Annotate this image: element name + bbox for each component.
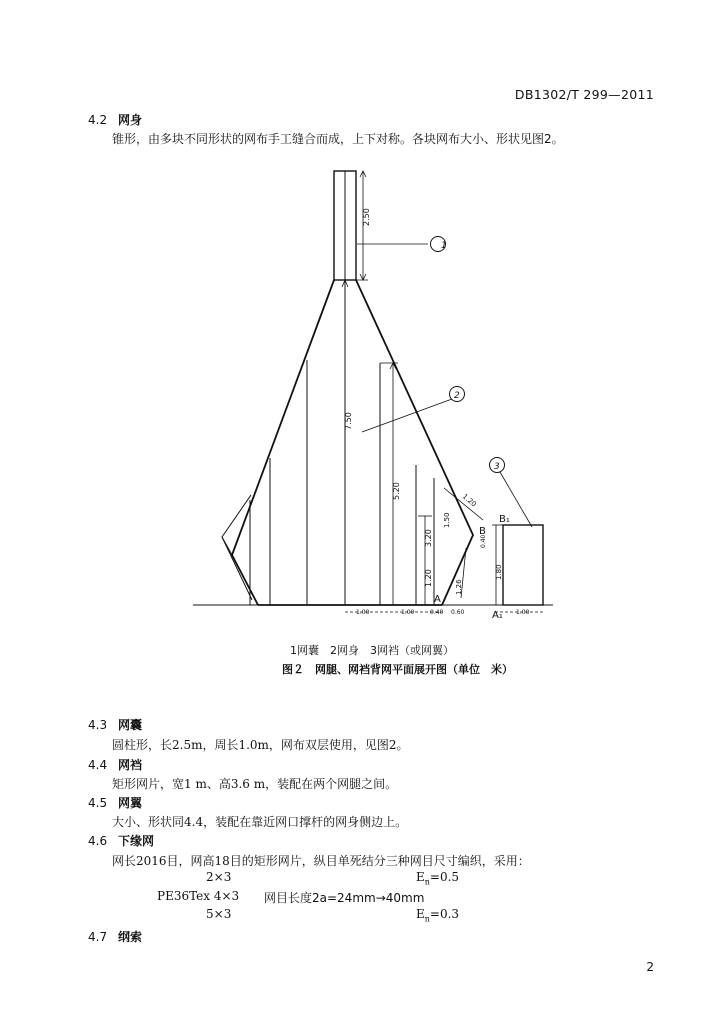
section-4-5-heading: [88, 794, 142, 811]
section-4-4-number: 4.4: [88, 758, 108, 772]
dim-1-80: 1.80: [495, 564, 503, 580]
left-wing-diag: [222, 537, 252, 600]
section-4-4-title: 网裆: [118, 758, 143, 772]
section-4-3-heading: [88, 716, 142, 733]
dim-bottom-1-00-c: 1.00: [516, 609, 530, 616]
callout-2-leader: [362, 399, 452, 432]
section-4-5-title: 网翼: [118, 796, 143, 810]
dim-7-50: 7.50: [344, 412, 353, 430]
section-4-6-title: 下缘网: [118, 834, 155, 848]
section-4-7-title: 纲索: [118, 930, 143, 944]
section-4-2-text: 锥形，由多块不同形状的网布手工缝合而成，上下对称。各块网布大小、形状见图2。: [112, 132, 564, 146]
dim-2-50: 2.50: [362, 208, 371, 226]
dim-5-20: 5.20: [392, 482, 401, 500]
dim-3-20: 3.20: [424, 529, 433, 547]
formula-row1-left: 2×3: [206, 870, 232, 884]
dim-0-40: 0.40: [480, 534, 487, 548]
formula-row2-left: PE36Tex 4×3: [157, 889, 240, 903]
standard-number: DB1302/T 299—2011: [514, 87, 654, 102]
section-4-2-number: 4.2: [88, 113, 108, 127]
point-B1-label: B₁: [499, 514, 510, 525]
callout-2-label: 2: [454, 391, 460, 401]
formula-row3-sub: n: [424, 914, 430, 924]
section-4-7-heading: [88, 928, 142, 945]
body-right-outline: [356, 280, 473, 605]
page-number: 2: [646, 960, 654, 974]
formula-row3-left: 5×3: [206, 907, 232, 921]
formula-row2-mid: 网目长度2a=24mm→40mm: [264, 891, 425, 905]
dim-1-20: 1.20: [424, 569, 433, 587]
formula-row1-e: E: [416, 870, 425, 884]
section-4-6-number: 4.6: [88, 834, 108, 848]
point-A-label: A: [434, 594, 441, 605]
dim-bottom-0-40: 0.40: [430, 609, 444, 616]
section-4-3-title: 网囊: [118, 718, 143, 732]
section-4-7-number: 4.7: [88, 930, 108, 944]
section-4-4-text: 矩形网片，宽1 m、高3.6 m，装配在两个网腿之间。: [112, 777, 398, 791]
callout-3-label: 3: [494, 462, 500, 472]
formula-row1-sub: n: [424, 877, 430, 887]
section-4-3-text: 圆柱形，长2.5m，周长1.0m，网布双层使用，见图2。: [112, 738, 409, 752]
formula-row1-value: =0.5: [429, 870, 460, 884]
section-4-5-text: 大小、形状同4.4，装配在靠近网口撑杆的网身侧边上。: [112, 815, 408, 829]
body-left-outline: [232, 280, 334, 605]
section-4-2-title: 网身: [118, 113, 143, 127]
section-4-6-heading: [88, 832, 154, 849]
net-panel-rect: [503, 525, 543, 605]
section-4-4-heading: [88, 756, 142, 773]
figure-legend: 1网囊 2网身 3网裆（或网翼）: [290, 644, 454, 657]
section-4-5-number: 4.5: [88, 796, 108, 810]
dim-1-20-b: 1.20: [460, 492, 478, 509]
formula-row3-right: [416, 907, 459, 923]
formula-row3-value: =0.3: [429, 907, 460, 921]
figure-caption: 图２ 网腿、网裆背网平面展开图（单位 米）: [282, 663, 513, 676]
point-B-label: B: [479, 526, 486, 537]
point-A1-label: A₁: [492, 610, 503, 621]
formula-row3-e: E: [416, 907, 425, 921]
section-4-6-text: 网长2016目，网高18目的矩形网片，纵目单死结分三种网目尺寸编织，采用：: [112, 854, 530, 868]
dim-bottom-0-60: 0.60: [451, 609, 465, 616]
dim-1-26: 1.26: [455, 579, 463, 595]
dim-bottom-1-00-b: 1.00: [401, 609, 415, 616]
formula-row1-right: [416, 870, 459, 886]
dim-bottom-1-00-a: 1.00: [356, 609, 370, 616]
section-4-3-number: 4.3: [88, 718, 108, 732]
callout-1-label: 1: [441, 241, 447, 251]
dim-1-50: 1.50: [443, 512, 451, 528]
